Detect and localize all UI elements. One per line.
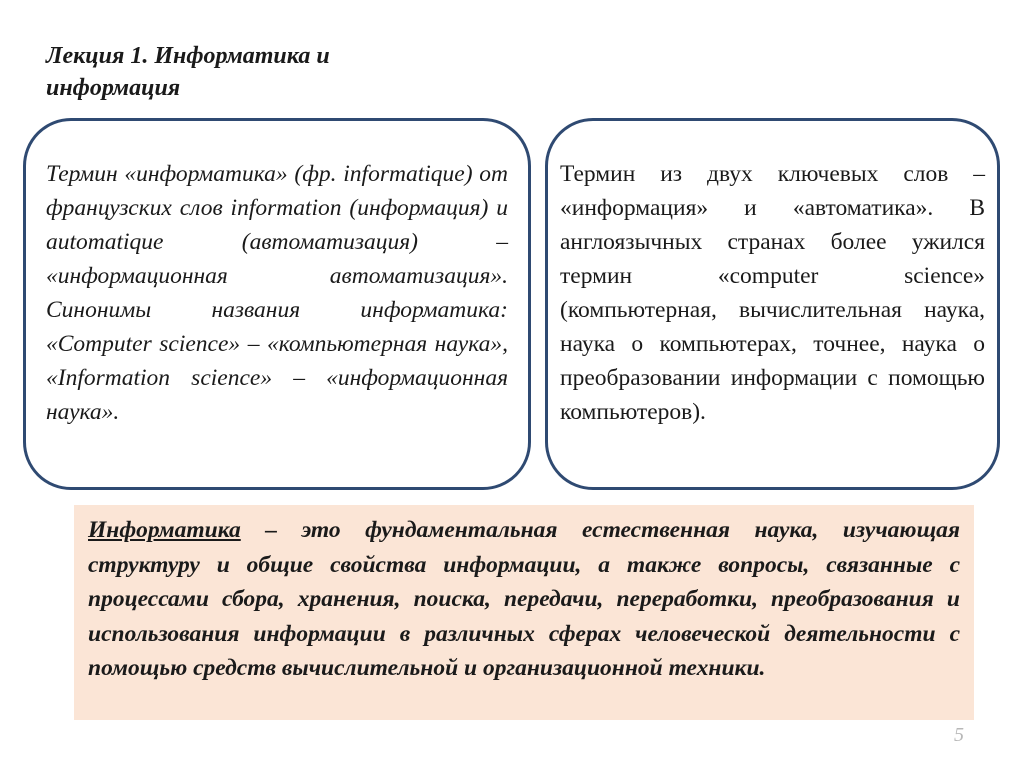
slide-title: Лекция 1. Информатика и информация: [46, 43, 330, 101]
definition-term: Информатика: [88, 517, 241, 543]
etymology-box: [23, 118, 531, 490]
key-words-box: [545, 118, 1000, 490]
page-number: 5: [954, 724, 964, 746]
key-words-text: Термин из двух ключевых слов – «информация» и «автоматика». В англоязычных странах более ужился термин «computer science» (компьютерная, вычислительная наука, наука о компьютерах, точнее, наука о преобразовании информации с помощью компьютеров).: [560, 161, 985, 425]
definition-block: [74, 505, 974, 720]
definition-paragraph: [88, 513, 960, 686]
etymology-text: Термин «информатика» (фр. informatique) от французских слов information (информация) и automatique (автоматизация) – «информационная автоматизация». Синонимы названия информатика: «Computer science» – «компьютерная наука», «Information science» – «информационная наука».: [46, 161, 508, 425]
definition-text: – это фундаментальная естественная наука, изучающая структуру и общие свойства информации, а также вопросы, связанные с процессами сбора, хранения, поиска, передачи, переработки, преобразования и использования информации в различных сферах человеческой деятельности с помощью средств вычислительной и организационной техники.: [88, 517, 960, 681]
